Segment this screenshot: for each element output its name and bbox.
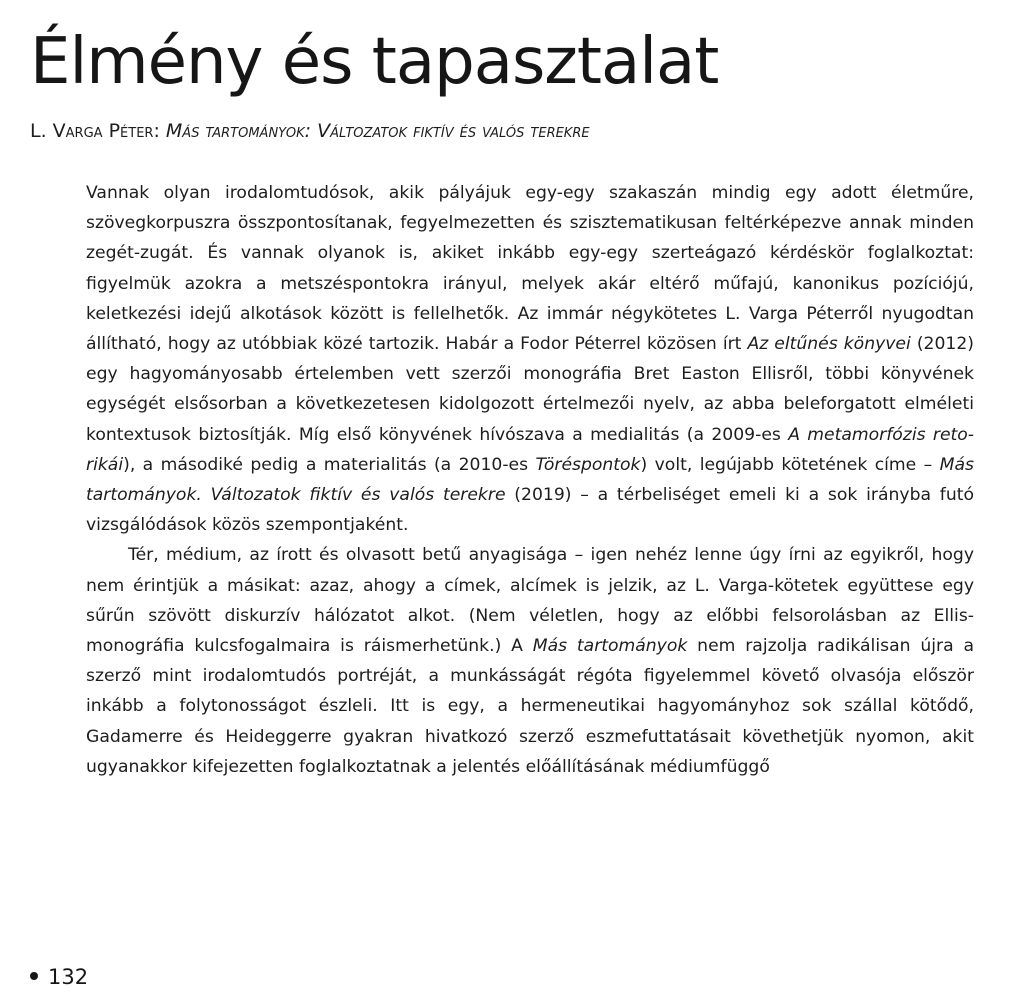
paragraph-2 [86, 540, 974, 782]
book-title: Más tartományok: Változatok fiktív és valós terekre [165, 120, 590, 142]
text-segment: (2019) – a térbeliséget emeli ki a sok irányba futó vizsgálódások közös szempontjaként. [86, 485, 974, 536]
page-number [30, 962, 88, 992]
text-segment: nem rajzolja radikálisan újra a szerző mint irodalomtudós portréját, a munkásságát régóta figyelemmel követő olvasója először inkább a folytonosságot észleli. Itt is egy, a hermeneutikai hagyományhoz sok szállal kötődő, Gadamerre és Heideggerre gyakran hivatkozó szerző eszmefuttatásait követhetjük nyomon, akit ugyanakkor kifejezetten foglalkoztatnak a jelentés előállításának médiumfüggő [86, 636, 974, 777]
page-title: Élmény és tapasztalat [30, 25, 719, 99]
book-reference [30, 118, 590, 144]
author-title-separator: : [153, 120, 166, 142]
text-segment: Vannak olyan irodalomtudósok, akik pályájuk egy-egy szakaszán mindig egy adott életműre, szövegkorpuszra összpontosítanak, fegyelmezetten és szisztematikusan feltérképezve annak minden zegét-zugát. És vannak olyanok is, akiket inkább egy-egy szerteágazó kérdéskör foglalkoztat: figyelmük azokra a metszéspontokra irányul, melyek akár eltérő műfajú, kanonikus pozíciójú, keletkezési idejű alkotások között is fellelhetők. Az immár négykötetes L. Varga Péterről nyugodtan állítható, hogy az utóbbiak közé tartozik. Habár a Fodor Péterrel közösen írt [86, 183, 974, 355]
italic-book-title: A metamorfózis retorikái [86, 424, 974, 475]
article-body [86, 178, 974, 782]
text-segment: (2012) egy hagyományosabb értelemben vett szerzői monográfia Bret Easton Ellisről, többi könyvének egységét elsősorban a következetesen kidolgozott értelmezői nyelv, az abba beleforgatott elméleti kontextusok biztosítják. Míg első könyvének hívószava a medialitás (a 2009-es [86, 334, 974, 445]
author-name: L. Varga Péter [30, 120, 154, 142]
paragraph-1 [86, 178, 974, 540]
text-segment: ), a másodiké pedig a materialitás (a 2010-es [123, 454, 536, 475]
text-segment: Tér, médium, az írott és olvasott betű anyagisága – igen nehéz lenne úgy írni az egyikről, hogy nem érintjük a másikat: azaz, ahogy a címek, alcímek is jelzik, az L. Varga-kötetek együttese egy sűrűn szövött diskurzív hálózatot alkot. (Nem véletlen, hogy az előbbi felsorolásban az Ellis-monográfia kulcsfogalmaira is ráismerhetünk.) A [86, 545, 974, 657]
italic-book-title: Az eltűnés könyvei [747, 334, 911, 355]
italic-book-title: Töréspontok [535, 454, 641, 475]
italic-book-title: Más tartományok [532, 636, 688, 657]
page-number-value: 132 [48, 965, 89, 989]
italic-book-title: Más tartományok. Változatok fiktív és valós terekre [86, 454, 974, 506]
bullet-icon [30, 972, 38, 980]
text-segment: ) volt, legújabb kötetének címe – [640, 454, 940, 475]
